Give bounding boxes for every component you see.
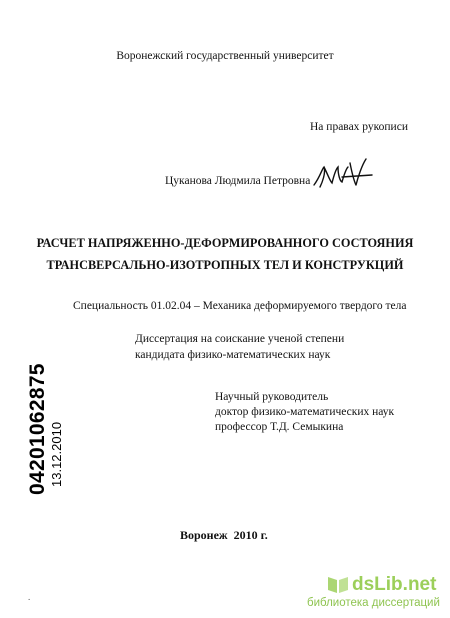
handwritten-signature	[312, 155, 374, 195]
dissertation-title-line-1: РАСЧЕТ НАПРЯЖЕННО-ДЕФОРМИРОВАННОГО СОСТОЯНИЯ	[36, 236, 414, 250]
book-logo-icon	[325, 572, 351, 596]
registration-code: 04201062875	[26, 363, 49, 495]
specialty-line: Специальность 01.02.04 – Механика деформируемого твердого тела	[73, 300, 407, 312]
city-year	[180, 528, 274, 543]
rights-note: На правах рукописи	[310, 121, 408, 133]
watermark-brand[interactable]: dsLib.net	[352, 574, 437, 595]
margin-mark: .	[28, 592, 31, 602]
registration-stamp	[26, 363, 64, 495]
city: Воронеж	[180, 528, 228, 542]
author-name: Цуканова Людмила Петровна	[165, 175, 311, 187]
degree-statement	[135, 331, 344, 363]
supervisor-line-3: профессор Т.Д. Семыкина	[215, 421, 344, 433]
degree-line-2: кандидата физико-математических наук	[135, 349, 331, 361]
year: 2010 г.	[233, 528, 268, 542]
supervisor-line-1: Научный руководитель	[215, 391, 329, 403]
supervisor-line-2: доктор физико-математических наук	[215, 406, 395, 418]
supervisor-block	[215, 390, 394, 435]
degree-line-1: Диссертация на соискание ученой степени	[135, 333, 345, 345]
university-name: Воронежский государственный университет	[116, 50, 334, 62]
dissertation-title-line-2: ТРАНСВЕРСАЛЬНО-ИЗОТРОПНЫХ ТЕЛ И КОНСТРУКЦИЙ	[46, 258, 404, 272]
watermark-subtitle: библиотека диссертаций	[307, 597, 440, 609]
registration-date: 13.12.2010	[49, 421, 64, 487]
